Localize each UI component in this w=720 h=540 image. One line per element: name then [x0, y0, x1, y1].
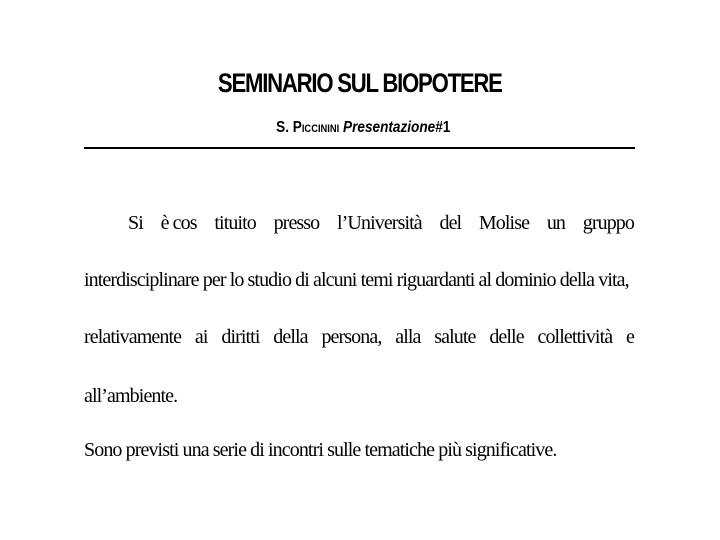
word: è cos	[160, 212, 197, 234]
word: delle	[489, 326, 524, 348]
word: un	[546, 212, 566, 234]
paragraph-line	[84, 309, 634, 366]
word: salute	[434, 326, 476, 348]
author-initial: S. P	[276, 119, 302, 136]
word: gruppo	[582, 212, 634, 234]
word: Molise	[478, 212, 530, 234]
word: della	[273, 326, 308, 348]
header-divider	[84, 147, 635, 149]
page-title: SEMINARIO SUL BIOPOTERE	[217, 68, 502, 98]
word: l’Università	[337, 212, 422, 234]
word: presso	[273, 212, 320, 234]
word: Si	[128, 212, 143, 234]
word: collettività	[537, 326, 613, 348]
paragraph-line	[84, 366, 634, 426]
word: persona,	[321, 326, 382, 348]
paragraph-line	[84, 252, 634, 309]
author-surname-smallcaps: ICCININI	[301, 123, 340, 135]
word: diritti	[221, 326, 260, 348]
line-text: interdisciplinare per lo studio di alcuni temi riguardanti al dominio della vita,	[84, 269, 629, 291]
word: del	[439, 212, 462, 234]
paragraph-line	[84, 195, 634, 252]
paragraph-1	[84, 195, 634, 426]
presentation-label: Presentazione	[343, 119, 436, 136]
author-byline	[54, 117, 666, 140]
word: relativamente	[84, 326, 182, 348]
line-text: all’ambiente.	[84, 385, 178, 407]
presentation-number: #1	[435, 119, 451, 136]
word: tituito	[214, 212, 256, 234]
word: e	[626, 326, 634, 348]
word: ai	[194, 326, 208, 348]
paragraph-2: Sono previsti una serie di incontri sulle tematiche più significative.	[84, 439, 557, 461]
word: alla	[395, 326, 421, 348]
